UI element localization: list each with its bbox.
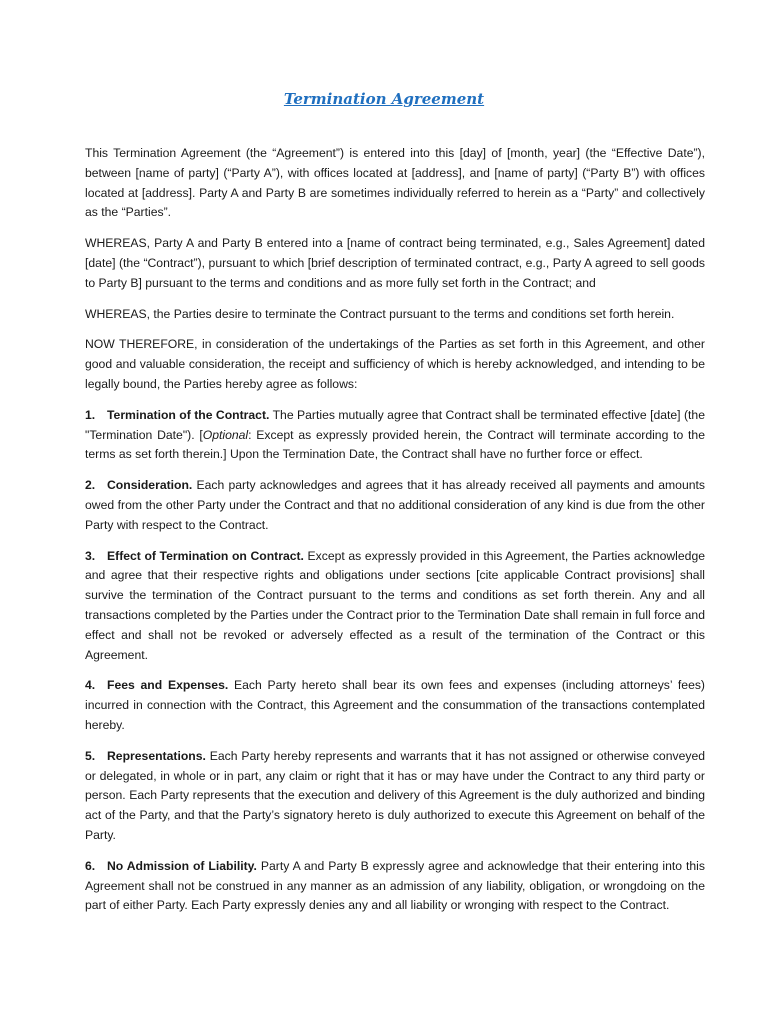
section-text: The Parties mutually agree that Contract shall be terminated effective [date] (the "Termination Date"). [ bbox=[85, 407, 705, 442]
section-number: 5. bbox=[85, 748, 96, 763]
section-1 bbox=[85, 406, 705, 465]
section-heading: Consideration. bbox=[107, 478, 193, 493]
section-heading: Fees and Expenses. bbox=[107, 678, 229, 693]
section-heading: Effect of Termination on Contract. bbox=[107, 548, 304, 563]
section-number: 1. bbox=[85, 407, 96, 422]
whereas-paragraph-2: WHEREAS, the Parties desire to terminate the Contract pursuant to the terms and conditions set forth herein. bbox=[85, 306, 675, 321]
whereas-paragraph-1: WHEREAS, Party A and Party B entered into a [name of contract being terminated, e.g., Sales Agreement] dated [date] (the “Contract”), pursuant to which [brief description of terminated contract, e.g., Party A agreed to sell goods to Party B] pursuant to the terms and conditions and as more fully set forth in the Contract; and bbox=[85, 236, 705, 290]
section-text: Party A and Party B expressly agree and acknowledge that their entering into this Agreement shall not be construed in any manner as an admission of any liability, obligation, or wrongdoing on the part of either Party. Each Party expressly denies any and all liability or wronging with respect to the Contract. bbox=[85, 858, 705, 913]
section-2 bbox=[85, 476, 705, 535]
section-heading: Representations. bbox=[107, 748, 206, 763]
section-6 bbox=[85, 857, 705, 916]
section-number: 6. bbox=[85, 858, 96, 873]
document-title: Termination Agreement bbox=[283, 90, 485, 108]
section-text: Each Party hereto shall bear its own fees and expenses (including attorneys’ fees) incurred in connection with the Contract, this Agreement and the consummation of the transactions contemplated hereby. bbox=[85, 678, 705, 732]
section-number: 4. bbox=[85, 678, 96, 693]
section-text: Except as expressly provided in this Agreement, the Parties acknowledge and agree that their respective rights and obligations under sections [cite applicable Contract provisions] shall survive the termination of the Contract pursuant to the terms and conditions as set forth therein. Any and all transactions completed by the Parties under the Contract prior to the Termination Date shall remain in full force and effect and shall not be revoked or adversely effected as a result of the termination of the Contract or this Agreement. bbox=[85, 548, 705, 662]
section-4 bbox=[85, 676, 705, 735]
section-text: : Except as expressly provided herein, the Contract will terminate according to the terms as set forth therein.] Upon the Termination Date, the Contract shall have no further force or effect. bbox=[85, 427, 705, 462]
section-heading: Termination of the Contract. bbox=[107, 407, 270, 422]
section-heading: No Admission of Liability. bbox=[107, 858, 257, 873]
now-therefore-paragraph: NOW THEREFORE, in consideration of the undertakings of the Parties as set forth in this Agreement, and other good and valuable consideration, the receipt and sufficiency of which is hereby acknowledged, and intending to be legally bound, the Parties hereby agree as follows: bbox=[85, 337, 705, 391]
section-number: 3. bbox=[85, 548, 96, 563]
optional-label: Optional bbox=[202, 427, 249, 442]
intro-paragraph: This Termination Agreement (the “Agreement”) is entered into this [day] of [month, year] (the “Effective Date”), between [name of party] (“Party A”), with offices located at [address], and [name of party] (“Party B”) with offices located at [address]. Party A and Party B are sometimes individually referred to herein as a “Party” and collectively as the “Parties”. bbox=[85, 146, 705, 220]
section-text: Each Party hereby represents and warrants that it has not assigned or otherwise conveyed or delegated, in whole or in part, any claim or right that it has or may have under the Contract to any third party or person. Each Party represents that the execution and delivery of this Agreement is the duly authorized and binding act of the Party, and that the Party’s signatory hereto is duly authorized to execute this Agreement on behalf of the Party. bbox=[85, 748, 705, 842]
section-number: 2. bbox=[85, 478, 96, 493]
section-5 bbox=[85, 747, 705, 846]
section-3 bbox=[85, 547, 705, 666]
section-text: Each party acknowledges and agrees that it has already received all payments and amounts owed from the other Party under the Contract and that no additional consideration of any kind is due from the other Party with respect to the Contract. bbox=[85, 478, 705, 532]
document-body bbox=[85, 144, 705, 927]
